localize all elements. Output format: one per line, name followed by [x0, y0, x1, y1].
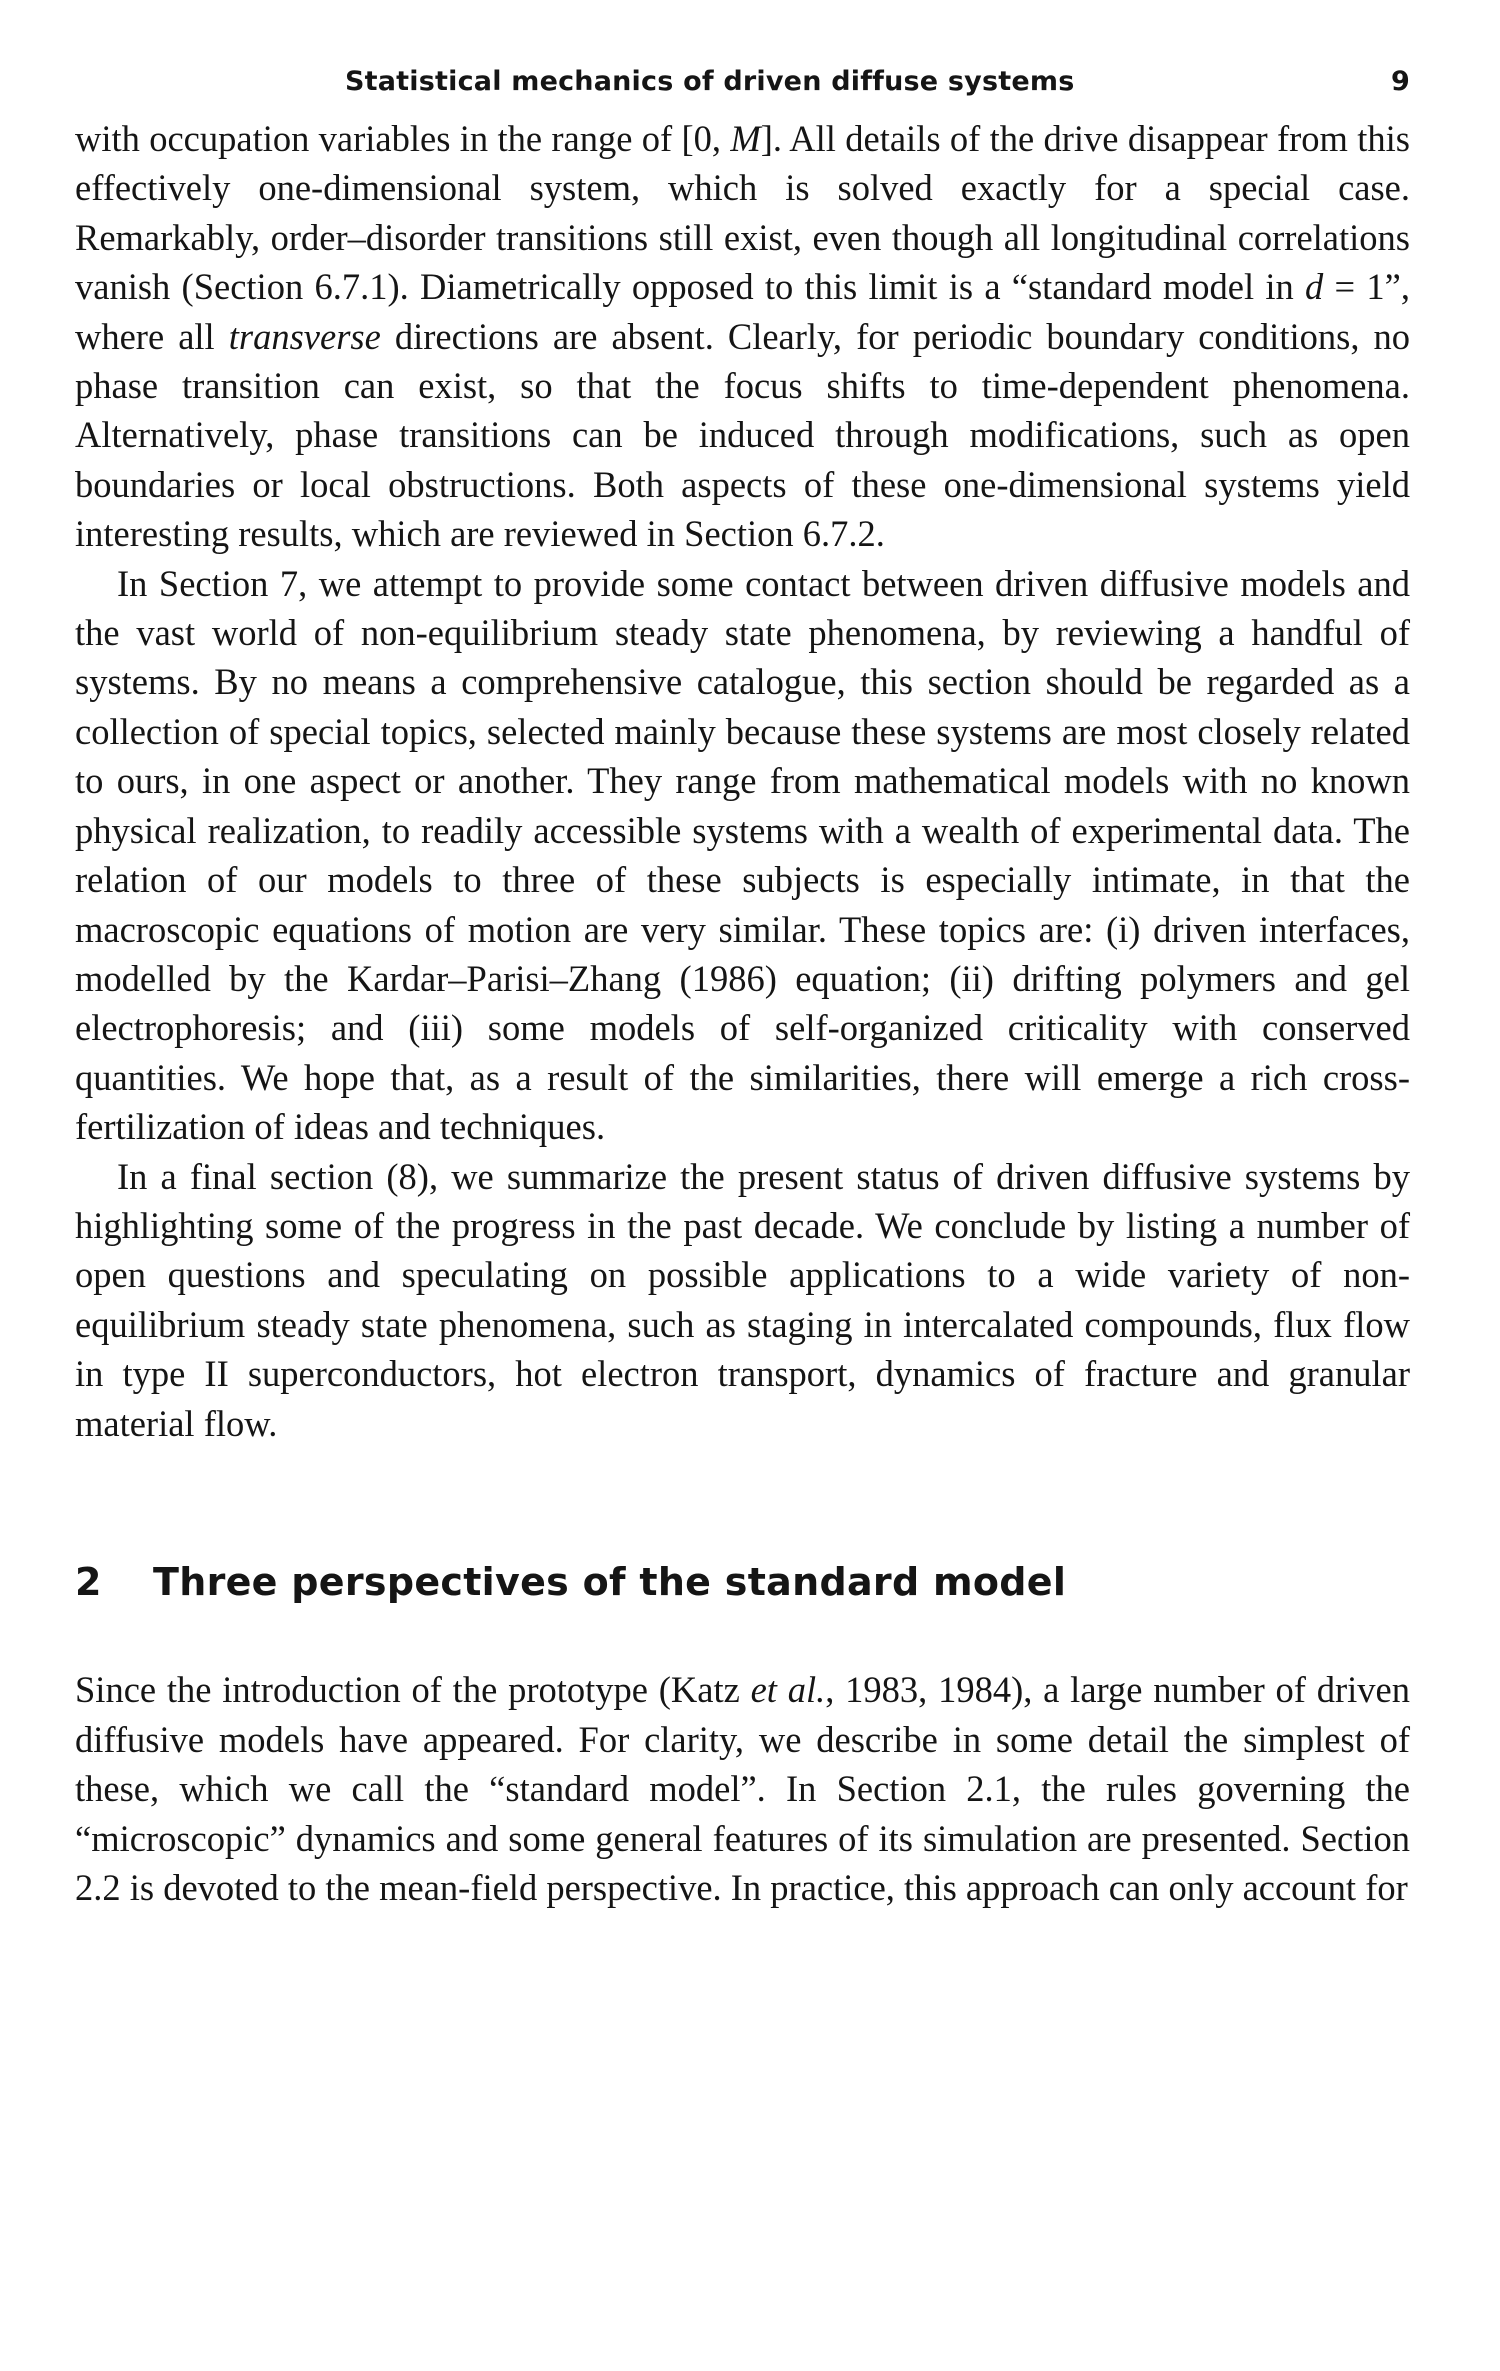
text-run: directions are absent. Clearly, for periodic boundary conditions, no phase transition can exist, so that the focus shifts to time-dependent phenomena. Alternatively, phase transitions can be induced through modifications, such as open boundaries or local obstructions. Both aspects of these one-dimensional systems yield interesting results, which are reviewed in Section 6.7.2. — [75, 315, 1410, 555]
math-variable-d: d — [1305, 266, 1324, 308]
text-run: = 1”, where all — [75, 266, 1410, 357]
page-number: 9 — [1391, 66, 1410, 97]
section-heading — [75, 1558, 1410, 1607]
emphasis-transverse: transverse — [228, 315, 381, 357]
text-run: Since the introduction of the prototype (Katz — [75, 1669, 751, 1711]
section-title: Three perspectives of the standard model — [153, 1559, 1067, 1604]
body-text — [75, 114, 1410, 1912]
paragraph-continuation — [75, 114, 1410, 559]
running-head — [75, 62, 1410, 114]
text-run: , 1983, 1984), a large number of driven diffusive models have appeared. For clarity, we describe in some detail the simplest of these, which we call the “standard model”. In Section 2.1, the rules governing the “microscopic” dynamics and some general features of its simulation are presented. Section 2.2 is devoted to the mean-field perspective. In practice, this approach can only account for — [75, 1669, 1410, 1908]
text-run: ]. All details of the drive disappear from this effectively one-dimensional system, which is solved exactly for a special case. Remarkably, order–disorder transitions still exist, even though all longitudinal correlations vanish (Section 6.7.1). Diametrically opposed to this limit is a “standard model in — [75, 118, 1410, 308]
paragraph-section-8: In a final section (8), we summarize the present status of driven diffusive systems by highlighting some of the progress in the past decade. We conclude by listing a number of open questions and speculating on possible applications to a wide variety of non-equilibrium steady state phenomena, such as staging in intercalated compounds, flux flow in type II superconductors, hot electron transport, dynamics of fracture and granular material flow. — [75, 1155, 1410, 1444]
text-run: with occupation variables in the range of [0, — [75, 118, 731, 159]
paragraph-section-2-intro — [75, 1665, 1410, 1912]
paragraph-section-7: In Section 7, we attempt to provide some contact between driven diffusive models and the vast world of non-equilibrium steady state phenomena, by reviewing a handful of systems. By no means a comprehensive catalogue, this section should be regarded as a collection of special topics, selected mainly because these systems are most closely related to ours, in one aspect or another. They range from mathematical models with no known physical realization, to readily accessible systems with a wealth of experimental data. The relation of our models to three of these subjects is especially intimate, in that the macroscopic equations of motion are very similar. These topics are: (i) driven interfaces, modelled by the Kardar–Parisi–Zhang (1986) equation; (ii) drifting polymers and gel electrophoresis; and (iii) some models of self-organized criticality with conserved quantities. We hope that, as a result of the similarities, there will emerge a rich cross-fertilization of ideas and techniques. — [75, 562, 1410, 1148]
emphasis-et-al: et al. — [750, 1669, 826, 1711]
page — [75, 62, 1410, 1912]
math-variable-m: M — [730, 118, 761, 159]
running-title: Statistical mechanics of driven diffuse systems — [345, 66, 1075, 97]
section-number: 2 — [75, 1559, 102, 1604]
